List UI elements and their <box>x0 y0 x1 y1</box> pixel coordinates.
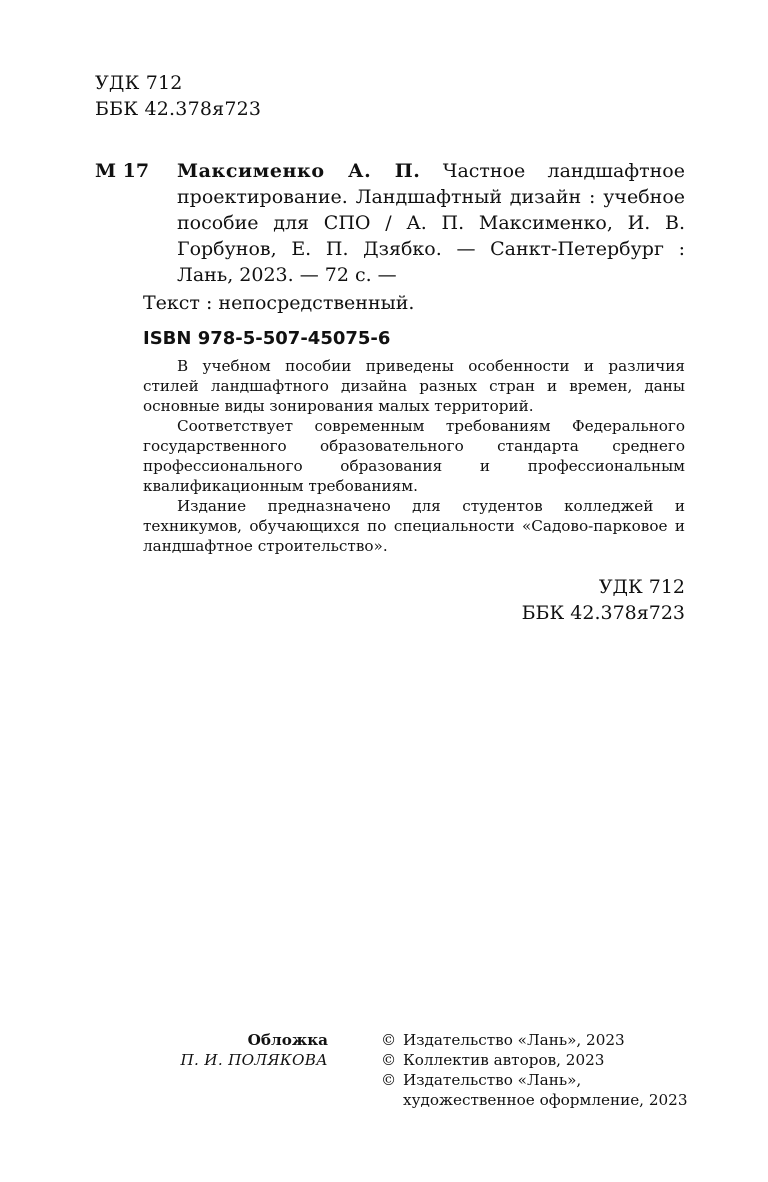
copyright-icon: © <box>381 1071 397 1089</box>
author-sign: М 17 <box>95 160 150 182</box>
copyright-item <box>381 1050 691 1070</box>
bbk-code: ББК 42.378я723 <box>95 98 262 120</box>
bibliographic-page <box>95 70 685 626</box>
copyright-text: Издательство «Лань», 2023 <box>403 1031 625 1049</box>
isbn: ISBN 978-5-507-45075-6 <box>143 328 391 349</box>
annotation-paragraph: Издание предназначено для студентов колледжей и техникумов, обучающихся по специальности «Садово-парковое и ландшафтное строительство». <box>143 497 685 555</box>
copyright-text-continued: художественное оформление, 2023 <box>403 1091 688 1109</box>
classification-codes-top <box>95 70 685 122</box>
bibliographic-entry <box>95 158 685 316</box>
udk-code: УДК 712 <box>95 72 183 94</box>
entry-title: Частное ландшафтное проектирование. Ландшафтный дизайн : учебное пособие для СПО / А. П. Максименко, И. В. Горбунов, Е. П. Дзябко. — Санкт-Петербург : Лань, 2023. — 72 с. — <box>177 160 685 286</box>
entry-author: Максименко А. П. <box>177 160 421 182</box>
bbk-code: ББК 42.378я723 <box>521 602 685 624</box>
copyright-list <box>381 1030 691 1110</box>
copyright-text: Издательство «Лань», <box>403 1071 582 1089</box>
copyright-icon: © <box>381 1051 397 1069</box>
annotation-paragraph: Соответствует современным требованиям Федерального государственного образовательного стандарта среднего профессионального образования и профессиональным квалификационным требованиям. <box>143 417 685 495</box>
entry-description <box>95 158 685 288</box>
content-form: Текст : непосредственный. <box>143 292 415 314</box>
annotation-paragraph: В учебном пособии приведены особенности и различия стилей ландшафтного дизайна разных стран и времен, даны основные виды зонирования малых территорий. <box>143 357 685 415</box>
udk-code: УДК 712 <box>598 576 685 598</box>
cover-label: Обложка <box>247 1031 328 1049</box>
copyright-item <box>381 1030 691 1050</box>
copyright-item <box>381 1070 691 1110</box>
annotation <box>95 356 685 556</box>
cover-credit <box>180 1030 328 1070</box>
classification-codes-bottom <box>95 574 685 626</box>
copyright-text: Коллектив авторов, 2023 <box>403 1051 605 1069</box>
copyright-icon: © <box>381 1031 397 1049</box>
cover-designer: П. И. ПОЛЯКОВА <box>180 1051 328 1069</box>
